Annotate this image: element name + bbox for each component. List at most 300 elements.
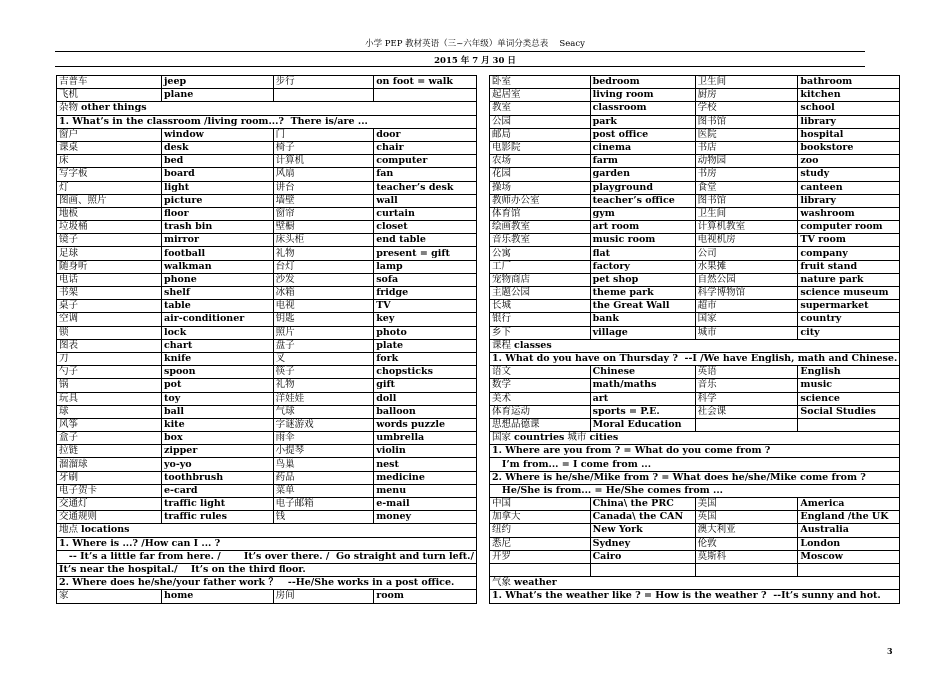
vocab-row: [490, 181, 900, 194]
english-word: board: [161, 168, 273, 181]
english-word: medicine: [374, 471, 477, 484]
chinese-word: 房间: [273, 590, 374, 603]
chinese-word: 加拿大: [490, 511, 591, 524]
english-word: picture: [161, 194, 273, 207]
english-word: farm: [590, 155, 695, 168]
chinese-word: 飞机: [57, 89, 162, 102]
english-word: light: [161, 181, 273, 194]
chinese-word: 体育运动: [490, 405, 591, 418]
english-word: on foot = walk: [374, 76, 477, 89]
vocab-row: [490, 221, 900, 234]
english-word: window: [161, 128, 273, 141]
example-sentence-row: [57, 550, 477, 563]
english-word: umbrella: [374, 432, 477, 445]
english-word: pot: [161, 379, 273, 392]
vocab-row: [57, 207, 477, 220]
vocab-row: [490, 194, 900, 207]
english-word: traffic rules: [161, 511, 273, 524]
english-word: door: [374, 128, 477, 141]
english-word: playground: [590, 181, 695, 194]
vocab-row: [490, 260, 900, 273]
chinese-word: 长城: [490, 300, 591, 313]
chinese-word: 拉链: [57, 445, 162, 458]
vocab-row: [490, 405, 900, 418]
english-word: shelf: [161, 287, 273, 300]
english-word: bedroom: [590, 76, 695, 89]
vocab-row: [490, 128, 900, 141]
chinese-word: 图书馆: [695, 115, 798, 128]
section-heading-row: [57, 524, 477, 537]
chinese-word: 盘子: [273, 339, 374, 352]
vocab-row: [490, 115, 900, 128]
chinese-word: 交通规则: [57, 511, 162, 524]
chinese-word: 卧室: [490, 76, 591, 89]
example-sentence: 1. Where is ...? /How can I ... ?: [57, 537, 477, 550]
chinese-word: 礼物: [273, 247, 374, 260]
english-word: e-card: [161, 484, 273, 497]
chinese-word: 美术: [490, 392, 591, 405]
vocab-row: [57, 339, 477, 352]
chinese-word: 学校: [695, 102, 798, 115]
chinese-word: 银行: [490, 313, 591, 326]
chinese-word: 冰箱: [273, 287, 374, 300]
english-word: gym: [590, 207, 695, 220]
chinese-word: 卫生间: [695, 76, 798, 89]
chinese-word: [490, 563, 591, 576]
chinese-word: 家: [57, 590, 162, 603]
vocab-row: [57, 590, 477, 603]
chinese-word: 音乐教室: [490, 234, 591, 247]
english-word: bank: [590, 313, 695, 326]
english-word: kitchen: [798, 89, 900, 102]
english-word: park: [590, 115, 695, 128]
english-word: factory: [590, 260, 695, 273]
english-word: Chinese: [590, 366, 695, 379]
english-word: canteen: [798, 181, 900, 194]
chinese-word: 气球: [273, 405, 374, 418]
english-word: gift: [374, 379, 477, 392]
english-word: fruit stand: [798, 260, 900, 273]
english-word: nest: [374, 458, 477, 471]
chinese-word: 图表: [57, 339, 162, 352]
english-word: Moscow: [798, 550, 900, 563]
chinese-word: 玩具: [57, 392, 162, 405]
vocab-row: [57, 128, 477, 141]
english-word: fork: [374, 352, 477, 365]
vocab-row: [490, 326, 900, 339]
chinese-word: 计算机: [273, 155, 374, 168]
chinese-word: 医院: [695, 128, 798, 141]
chinese-word: 英语: [695, 366, 798, 379]
english-word: [590, 563, 695, 576]
chinese-word: 牙刷: [57, 471, 162, 484]
document-header-title: 小学 PEP 教材英语（三~六年级）单词分类总表 Seacy: [365, 39, 585, 49]
english-word: end table: [374, 234, 477, 247]
chinese-word: 药品: [273, 471, 374, 484]
chinese-word: 音乐: [695, 379, 798, 392]
english-word: computer: [374, 155, 477, 168]
chinese-word: 礼物: [273, 379, 374, 392]
english-word: sports = P.E.: [590, 405, 695, 418]
vocab-row: [490, 141, 900, 154]
vocab-row: [490, 524, 900, 537]
english-word: post office: [590, 128, 695, 141]
chinese-word: 垃圾桶: [57, 221, 162, 234]
english-word: company: [798, 247, 900, 260]
english-word: flat: [590, 247, 695, 260]
english-word: London: [798, 537, 900, 550]
chinese-word: 鸟巢: [273, 458, 374, 471]
chinese-word: 悉尼: [490, 537, 591, 550]
vocab-row: [490, 300, 900, 313]
vocab-row: [57, 418, 477, 431]
english-word: theme park: [590, 287, 695, 300]
example-sentence-row: [490, 445, 900, 458]
vocab-row: [57, 300, 477, 313]
vocab-row: [57, 471, 477, 484]
chinese-word: 绘画教室: [490, 221, 591, 234]
chinese-word: 窗帘: [273, 207, 374, 220]
chinese-word: 邮局: [490, 128, 591, 141]
vocab-row: [57, 405, 477, 418]
english-word: photo: [374, 326, 477, 339]
vocab-row: [490, 511, 900, 524]
english-word: America: [798, 498, 900, 511]
chinese-word: 思想品德课: [490, 418, 591, 431]
english-word: teacher’s desk: [374, 181, 477, 194]
english-word: cinema: [590, 141, 695, 154]
chinese-word: 自然公园: [695, 273, 798, 286]
page-number: 3: [887, 646, 893, 656]
english-word: Australia: [798, 524, 900, 537]
english-word: teacher’s office: [590, 194, 695, 207]
section-heading-row: [490, 577, 900, 590]
english-word: key: [374, 313, 477, 326]
chinese-word: 窗户: [57, 128, 162, 141]
vocab-row: [490, 392, 900, 405]
chinese-word: 电视: [273, 300, 374, 313]
english-word: washroom: [798, 207, 900, 220]
example-sentence: 1. What’s the weather like ? = How is the weather ? --It’s sunny and hot.: [490, 590, 900, 603]
vocab-row: [57, 141, 477, 154]
english-word: the Great Wall: [590, 300, 695, 313]
vocab-row: [490, 537, 900, 550]
vocabulary-table-left: [56, 75, 477, 604]
vocab-row: [490, 366, 900, 379]
chinese-word: 课桌: [57, 141, 162, 154]
english-word: balloon: [374, 405, 477, 418]
english-word: village: [590, 326, 695, 339]
english-word: floor: [161, 207, 273, 220]
english-word: Canada\ the CAN: [590, 511, 695, 524]
chinese-word: 溜溜球: [57, 458, 162, 471]
english-word: violin: [374, 445, 477, 458]
english-word: supermarket: [798, 300, 900, 313]
example-sentence: 1. What’s in the classroom /living room...? There is/are ...: [57, 115, 477, 128]
english-word: table: [161, 300, 273, 313]
chinese-word: 照片: [273, 326, 374, 339]
vocab-row: [490, 418, 900, 431]
english-word: doll: [374, 392, 477, 405]
chinese-word: 科学博物馆: [695, 287, 798, 300]
english-word: English: [798, 366, 900, 379]
chinese-word: 盒子: [57, 432, 162, 445]
english-word: pet shop: [590, 273, 695, 286]
english-word: Moral Education: [590, 418, 695, 431]
example-sentence: 2. Where does he/she/your father work ？ --He/She works in a post office.: [57, 577, 477, 590]
chinese-word: 伦敦: [695, 537, 798, 550]
chinese-word: 厨房: [695, 89, 798, 102]
vocab-row: [490, 207, 900, 220]
english-word: art room: [590, 221, 695, 234]
vocab-row: [490, 234, 900, 247]
chinese-word: 随身听: [57, 260, 162, 273]
english-word: school: [798, 102, 900, 115]
english-word: Cairo: [590, 550, 695, 563]
chinese-word: 农场: [490, 155, 591, 168]
chinese-word: 英国: [695, 511, 798, 524]
english-word: air-conditioner: [161, 313, 273, 326]
chinese-word: 体育馆: [490, 207, 591, 220]
vocab-row: [490, 313, 900, 326]
english-word: chair: [374, 141, 477, 154]
chinese-word: 图书馆: [695, 194, 798, 207]
example-sentence-row: [490, 352, 900, 365]
vocab-row: [57, 155, 477, 168]
english-word: [374, 89, 477, 102]
english-word: money: [374, 511, 477, 524]
vocab-row: [57, 260, 477, 273]
english-word: sofa: [374, 273, 477, 286]
english-word: trash bin: [161, 221, 273, 234]
english-word: music room: [590, 234, 695, 247]
chinese-word: 国家: [695, 313, 798, 326]
example-sentence: He/She is from... = He/She comes from ...: [490, 484, 900, 497]
chinese-word: 台灯: [273, 260, 374, 273]
english-word: closet: [374, 221, 477, 234]
chinese-word: 语文: [490, 366, 591, 379]
chinese-word: 沙发: [273, 273, 374, 286]
chinese-word: 操场: [490, 181, 591, 194]
vocab-row: [57, 379, 477, 392]
english-word: knife: [161, 352, 273, 365]
english-word: fan: [374, 168, 477, 181]
chinese-word: 筷子: [273, 366, 374, 379]
vocab-row: [490, 287, 900, 300]
example-sentence: 2. Where is he/she/Mike from ? = What does he/she/Mike come from ?: [490, 471, 900, 484]
section-heading-row: [490, 432, 900, 445]
chinese-word: 步行: [273, 76, 374, 89]
english-word: bathroom: [798, 76, 900, 89]
vocab-row: [57, 445, 477, 458]
chinese-word: 洋娃娃: [273, 392, 374, 405]
english-word: walkman: [161, 260, 273, 273]
chinese-word: 书店: [695, 141, 798, 154]
english-word: nature park: [798, 273, 900, 286]
english-word: toy: [161, 392, 273, 405]
chinese-word: 纽约: [490, 524, 591, 537]
chinese-word: 球: [57, 405, 162, 418]
vocab-row: [57, 458, 477, 471]
example-sentence-row: [57, 537, 477, 550]
chinese-word: 书架: [57, 287, 162, 300]
chinese-word: 工厂: [490, 260, 591, 273]
english-word: hospital: [798, 128, 900, 141]
chinese-word: 图画、照片: [57, 194, 162, 207]
chinese-word: 叉: [273, 352, 374, 365]
example-sentence: -- It’s a little far from here. / It’s over there. / Go straight and turn left./: [57, 550, 477, 563]
chinese-word: 动物园: [695, 155, 798, 168]
example-sentence-row: [490, 458, 900, 471]
chinese-word: 食堂: [695, 181, 798, 194]
chinese-word: 风筝: [57, 418, 162, 431]
chinese-word: 桌子: [57, 300, 162, 313]
vocabulary-table-right: [489, 75, 900, 604]
chinese-word: 电子邮箱: [273, 498, 374, 511]
chinese-word: 镜子: [57, 234, 162, 247]
chinese-word: 澳大利亚: [695, 524, 798, 537]
english-word: e-mail: [374, 498, 477, 511]
chinese-word: 电话: [57, 273, 162, 286]
example-sentence: 1. Where are you from ? = What do you come from ?: [490, 445, 900, 458]
chinese-word: 电视机房: [695, 234, 798, 247]
chinese-word: 刀: [57, 352, 162, 365]
chinese-word: 花园: [490, 168, 591, 181]
chinese-word: 起居室: [490, 89, 591, 102]
english-word: [798, 418, 900, 431]
vocab-row: [57, 366, 477, 379]
vocab-row: [57, 511, 477, 524]
chinese-word: 城市: [695, 326, 798, 339]
chinese-word: 锁: [57, 326, 162, 339]
chinese-word: 墙壁: [273, 194, 374, 207]
chinese-word: 莫斯科: [695, 550, 798, 563]
chinese-word: 公园: [490, 115, 591, 128]
vocab-row: [57, 168, 477, 181]
chinese-word: 宠物商店: [490, 273, 591, 286]
english-word: fridge: [374, 287, 477, 300]
vocab-row: [57, 287, 477, 300]
chinese-word: 锅: [57, 379, 162, 392]
chinese-word: 电影院: [490, 141, 591, 154]
chinese-word: 公寓: [490, 247, 591, 260]
english-word: spoon: [161, 366, 273, 379]
english-word: wall: [374, 194, 477, 207]
english-word: mirror: [161, 234, 273, 247]
chinese-word: 交通灯: [57, 498, 162, 511]
chinese-word: 中国: [490, 498, 591, 511]
english-word: garden: [590, 168, 695, 181]
english-word: lamp: [374, 260, 477, 273]
chinese-word: 乡下: [490, 326, 591, 339]
english-word: home: [161, 590, 273, 603]
english-word: [798, 563, 900, 576]
chinese-word: 电子贺卡: [57, 484, 162, 497]
english-word: China\ the PRC: [590, 498, 695, 511]
vocab-row: [490, 273, 900, 286]
vocab-row: [490, 155, 900, 168]
english-word: phone: [161, 273, 273, 286]
chinese-word: 壁橱: [273, 221, 374, 234]
vocab-row: [57, 76, 477, 89]
english-word: Sydney: [590, 537, 695, 550]
chinese-word: 勺子: [57, 366, 162, 379]
vocab-row: [57, 194, 477, 207]
english-word: TV room: [798, 234, 900, 247]
vocab-row: [57, 498, 477, 511]
section-heading: 杂物 other things: [57, 102, 477, 115]
english-word: zipper: [161, 445, 273, 458]
header-rule: [55, 51, 865, 52]
section-heading: 地点 locations: [57, 524, 477, 537]
english-word: desk: [161, 141, 273, 154]
vocab-row: [57, 273, 477, 286]
english-word: chopsticks: [374, 366, 477, 379]
header-rule: [55, 66, 865, 67]
english-word: computer room: [798, 221, 900, 234]
vocab-row: [490, 498, 900, 511]
english-word: art: [590, 392, 695, 405]
english-word: yo-yo: [161, 458, 273, 471]
english-word: TV: [374, 300, 477, 313]
english-word: traffic light: [161, 498, 273, 511]
english-word: box: [161, 432, 273, 445]
vocab-row: [57, 352, 477, 365]
english-word: science: [798, 392, 900, 405]
english-word: Social Studies: [798, 405, 900, 418]
chinese-word: 开罗: [490, 550, 591, 563]
chinese-word: 地板: [57, 207, 162, 220]
english-word: football: [161, 247, 273, 260]
vocab-row: [57, 392, 477, 405]
english-word: zoo: [798, 155, 900, 168]
chinese-word: 科学: [695, 392, 798, 405]
english-word: science museum: [798, 287, 900, 300]
chinese-word: 美国: [695, 498, 798, 511]
example-sentence-row: [57, 563, 477, 576]
vocab-row: [490, 550, 900, 563]
chinese-word: 写字板: [57, 168, 162, 181]
document-header-date: 2015 年 7 月 30 日: [434, 56, 516, 66]
english-word: city: [798, 326, 900, 339]
section-heading: 课程 classes: [490, 339, 900, 352]
example-sentence-row: [490, 471, 900, 484]
chinese-word: 足球: [57, 247, 162, 260]
english-word: library: [798, 115, 900, 128]
english-word: words puzzle: [374, 418, 477, 431]
section-heading: 气象 weather: [490, 577, 900, 590]
example-sentence: 1. What do you have on Thursday ? --I /We have English, math and Chinese.: [490, 352, 900, 365]
english-word: menu: [374, 484, 477, 497]
vocab-row: [57, 326, 477, 339]
chinese-word: [273, 89, 374, 102]
chinese-word: 雨伞: [273, 432, 374, 445]
section-heading-row: [490, 339, 900, 352]
vocab-row: [57, 484, 477, 497]
chinese-word: 计算机教室: [695, 221, 798, 234]
chinese-word: 灯: [57, 181, 162, 194]
english-word: music: [798, 379, 900, 392]
chinese-word: 教室: [490, 102, 591, 115]
chinese-word: 主题公园: [490, 287, 591, 300]
chinese-word: 卫生间: [695, 207, 798, 220]
chinese-word: 钱: [273, 511, 374, 524]
vocab-row: [57, 313, 477, 326]
chinese-word: 书房: [695, 168, 798, 181]
english-word: plate: [374, 339, 477, 352]
english-word: classroom: [590, 102, 695, 115]
chinese-word: 教师办公室: [490, 194, 591, 207]
